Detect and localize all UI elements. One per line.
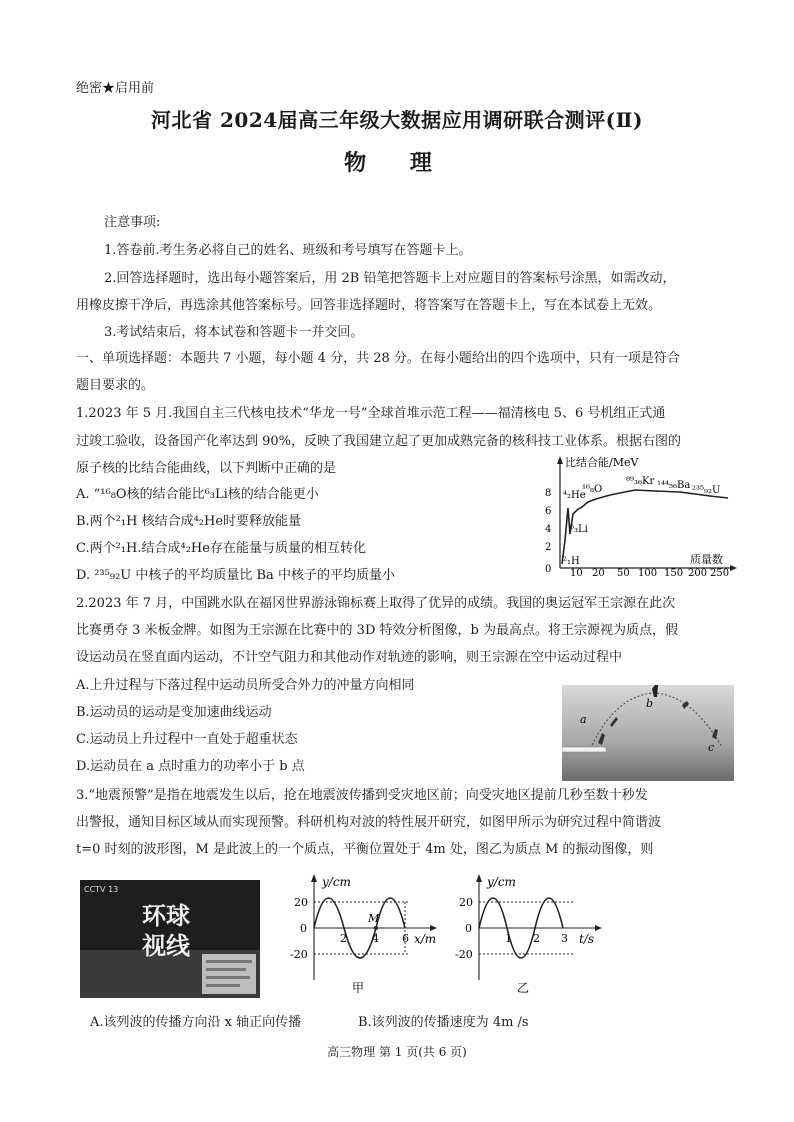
point-label: c: [708, 741, 715, 754]
subject-title: 物 理: [344, 150, 450, 176]
springboard: [562, 747, 606, 752]
tv-inset-line: [206, 984, 240, 987]
x-tick: 150: [664, 568, 684, 576]
label-he: ⁴₂He: [563, 490, 586, 501]
x-tick: 50: [617, 568, 630, 576]
option-a: A.上升过程与下落过程中运动员所受合外力的冲量方向相同: [76, 678, 415, 693]
exam-title: 河北省 2024届高三年级大数据应用调研联合测评(Ⅱ): [151, 108, 643, 132]
x-tick: 10: [570, 568, 583, 576]
wave-helper: [314, 898, 405, 954]
y-tick: 8: [545, 488, 552, 499]
section-heading: 题目要求的。: [76, 378, 155, 393]
y-tick: 20: [294, 896, 308, 909]
x-axis-arrow: [730, 565, 737, 571]
program-title: 视线: [142, 932, 190, 960]
y-tick: 0: [300, 922, 307, 935]
x-tick: 2: [340, 932, 347, 945]
x-tick: 20: [592, 568, 605, 576]
y-axis-label: y/cm: [322, 875, 351, 889]
label-kr: ⁸⁹₃₆Kr: [626, 476, 655, 487]
question-text: 比赛勇夺 3 米板金牌。如图为王宗源在比赛中的 3D 特效分析图像，b 为最高点。将王宗源视为质点，假: [76, 623, 678, 638]
option-c: C.两个²₁H.结合成⁴₂He存在能量与质量的相互转化: [76, 541, 366, 556]
y-axis-arrow: [311, 874, 317, 882]
x-axis-arrow: [595, 925, 602, 931]
x-axis-label: x/m: [414, 932, 437, 946]
x-axis-label: t/s: [579, 932, 595, 946]
y-axis-label: y/cm: [487, 875, 516, 889]
option-a: A. “¹⁶₈O核的结合能比⁶₃Li核的结合能更小: [76, 487, 319, 502]
label-h: ²₁H: [563, 556, 580, 567]
y-tick: 20: [459, 896, 473, 909]
x-axis-arrow: [430, 925, 437, 931]
y-tick: 2: [545, 542, 552, 553]
y-tick: 0: [465, 922, 472, 935]
x-tick: 2: [533, 932, 540, 945]
y-tick: 6: [545, 506, 552, 517]
question-text: 设运动员在竖直面内运动，不计空气阻力和其他动作对轨迹的影响，则王宗源在空中运动过程中: [76, 650, 623, 665]
option-b: B.运动员的运动是变加速曲线运动: [76, 705, 272, 720]
y-tick: -20: [290, 948, 308, 961]
question-text: 过竣工验收，设备国产化率达到 90%，反映了我国建立起了更加成熟完备的核科技工业体系。根据右图的: [76, 434, 682, 449]
x-tick: 6: [402, 932, 409, 945]
option-b: B.该列波的传播速度为 4m /s: [358, 1015, 529, 1030]
label-u: ²³⁵₉₂U: [692, 485, 721, 496]
y-tick: 4: [545, 524, 552, 535]
x-tick: 4: [372, 932, 379, 945]
notice-heading: 注意事项:: [104, 215, 161, 230]
option-a: A.该列波的传播方向沿 x 轴正向传播: [90, 1015, 302, 1030]
page-footer: 高三物理 第 1 页(共 6 页): [327, 1045, 467, 1059]
notice-item: 3.考试结束后，将本试卷和答题卡一并交回。: [104, 325, 364, 340]
y-axis-arrow: [476, 874, 482, 882]
tv-inset-line: [206, 960, 252, 963]
question-text: 3.“地震预警”是指在地震发生以后，抢在地震波传播到受灾地区前；向受灾地区提前几秒至数十秒发: [76, 788, 648, 803]
option-d: D. ²³⁵₉₂U 中核子的平均质量比 Ba 中核子的平均质量小: [76, 568, 395, 583]
tv-inset-line: [206, 968, 246, 971]
y-axis-arrow: [557, 456, 563, 464]
question-text: 2.2023 年 7 月，中国跳水队在福冈世界游泳锦标赛上取得了优异的成绩。我国的奥运冠军王宗源在此次: [76, 596, 676, 611]
program-title: 环球: [142, 902, 190, 930]
notice-item: 用橡皮擦干净后，再选涂其他答案标号。回答非选择题时，将答案写在答题卡上，写在本试卷上无效。: [76, 298, 662, 313]
binding-energy-chart: [540, 452, 740, 576]
notice-item: 2.回答选择题时，选出每小题答案后，用 2B 铅笔把答题卡上对应题目的答案标号涂黑，如需改动，: [104, 271, 676, 286]
channel-logo: CCTV 13: [84, 885, 119, 894]
x-tick: 3: [561, 932, 568, 945]
wave-graph-jia: [290, 872, 440, 997]
x-tick: 250: [710, 568, 730, 576]
label-li: ⁶₃Li: [570, 524, 588, 535]
point-label: a: [580, 713, 587, 726]
y-tick: -20: [455, 948, 473, 961]
tv-inset-line: [206, 976, 250, 979]
y-axis-label: 比结合能/MeV: [565, 456, 639, 469]
diving-photo: [562, 685, 734, 781]
vibration-graph-yi: [455, 872, 605, 997]
question-text: 原子核的比结合能曲线，以下判断中正确的是: [76, 461, 337, 476]
confidential-mark: 绝密★启用前: [76, 81, 155, 96]
x-tick: 100: [638, 568, 658, 576]
question-text: 出警报，通知目标区域从而实现预警。科研机构对波的特性展开研究，如图甲所示为研究过程中简谐波: [76, 815, 662, 830]
x-tick: 200: [688, 568, 708, 576]
x-tick: 1: [505, 932, 512, 945]
section-heading: 一、单项选择题：本题共 7 小题，每小题 4 分，共 28 分。在每小题给出的四个选项中，只有一项是符合: [76, 351, 680, 366]
tv-screenshot: [80, 880, 260, 998]
option-c: C.运动员上升过程中一直处于超重状态: [76, 732, 298, 747]
question-text: t=0 时刻的波形图，M 是此波上的一个质点，平衡位置处于 4m 处，图乙为质点 M 的振动图像，则: [76, 842, 654, 857]
point-m-label: M: [368, 912, 380, 925]
label-ba: ¹⁴⁴₅₆Ba: [657, 480, 691, 491]
question-text: 1.2023 年 5 月.我国自主三代核电技术“华龙一号”全球首堆示范工程——福清核电 5、6 号机组正式通: [76, 406, 666, 421]
label-o: ¹⁶₈O: [582, 484, 603, 495]
y-tick: 0: [545, 564, 552, 575]
point-m: [374, 926, 378, 930]
option-b: B.两个²₁H 核结合成⁴₂He时要释放能量: [76, 514, 302, 529]
figure-caption: 甲: [352, 981, 365, 995]
notice-item: 1.答卷前.考生务必将自己的姓名、班级和考号填写在答题卡上。: [104, 243, 472, 258]
figure-caption: 乙: [517, 981, 530, 995]
option-d: D.运动员在 a 点时重力的功率小于 b 点: [76, 759, 305, 774]
x-axis-label: 质量数: [690, 553, 723, 566]
point-label: b: [646, 697, 654, 710]
